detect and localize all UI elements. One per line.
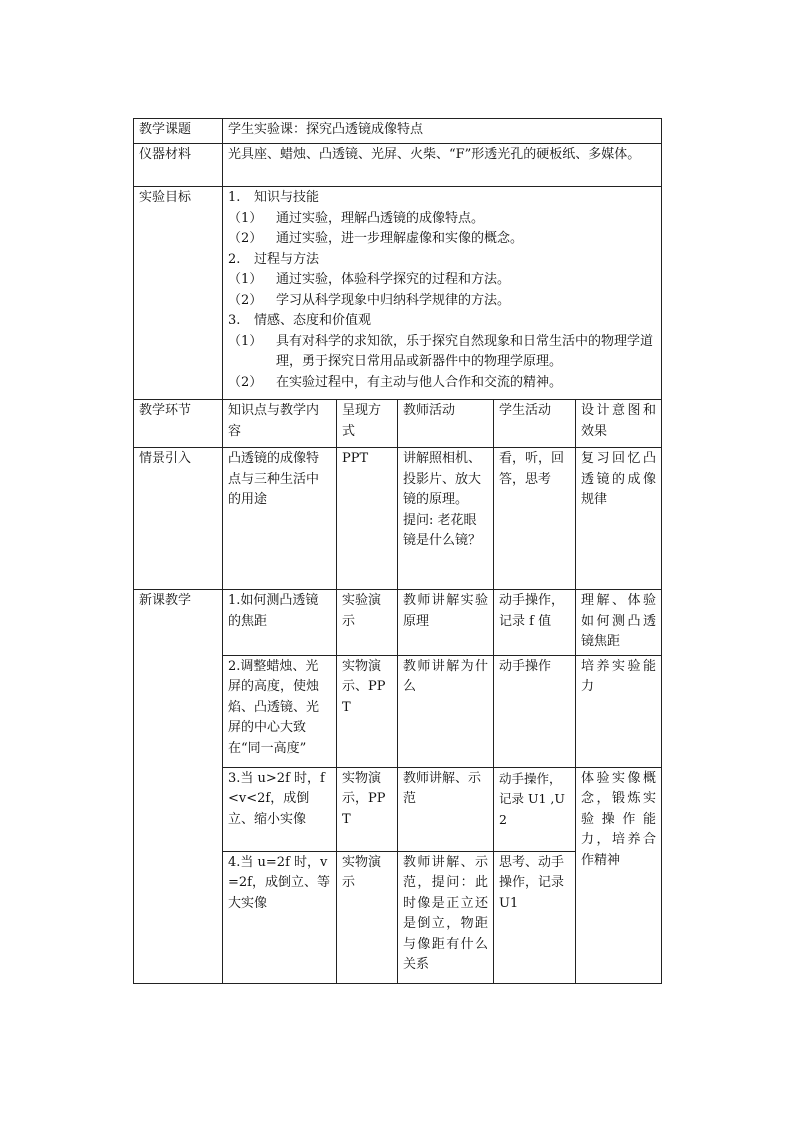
lesson-student: 动手操作，记录 U1 ,U2 (494, 767, 576, 851)
materials-label: 仪器材料 (134, 144, 223, 187)
goals-list (223, 187, 662, 400)
lesson-student: 动手操作 (494, 655, 576, 767)
goals-row (134, 187, 662, 400)
intro-design: 复习回忆凸透镜的成像规律 (576, 448, 662, 590)
lesson-teacher: 教师讲解、示范，提问：此时像是正立还是倒立，物距与像距有什么关系 (398, 851, 494, 983)
lesson-content: 1.如何测凸透镜的焦距 (223, 590, 337, 656)
lesson-mode: 实物演示，PPT (337, 767, 398, 851)
intro-row (134, 448, 662, 590)
goal-heading: 1. 知识与技能 (228, 190, 320, 205)
lesson-stage: 新课教学 (134, 590, 223, 984)
topic-label: 教学课题 (134, 119, 223, 144)
goal-item: （1） 通过实验，体验科学探究的过程和方法。 (228, 272, 511, 287)
goal-item: （2） 在实验过程中，有主动与他人合作和交流的精神。 (228, 374, 563, 390)
goals-label: 实验目标 (134, 187, 223, 400)
goal-item: （2） 通过实验，进一步理解虚像和实像的概念。 (228, 231, 524, 246)
lesson-teacher: 教师讲解、示范 (398, 767, 494, 851)
intro-mode: PPT (337, 448, 398, 590)
lesson-student: 动手操作，记录 f 值 (494, 590, 576, 656)
lesson-content: 2.调整蜡烛、光屏的高度，使烛焰、凸透镜、光屏的中心大致在“同一高度” (223, 655, 337, 767)
lesson-student: 思考、动手操作，记录 U1 (494, 851, 576, 983)
intro-teacher-question: 提问: 老花眼镜是什么镜？ (403, 512, 482, 548)
col-design: 设计意图和效果 (576, 400, 662, 448)
col-teacher: 教师活动 (398, 400, 494, 448)
materials-row (134, 144, 662, 187)
col-content: 知识点与教学内容 (223, 400, 337, 448)
intro-content: 凸透镜的成像特点与三种生活中的用途 (223, 448, 337, 590)
lesson-mode: 实验演示 (337, 590, 398, 656)
intro-teacher (398, 448, 494, 590)
col-stage: 教学环节 (134, 400, 223, 448)
lesson-mode: 实物演示、PPT (337, 655, 398, 767)
lesson-plan-sheet (133, 118, 661, 984)
goal-item: （2） 学习从科学现象中归纳科学规律的方法。 (228, 292, 511, 308)
lesson-content: 3.当 u>2f 时，f<v<2f，成倒立、缩小实像 (223, 767, 337, 851)
intro-student: 看，听，回答，思考 (494, 448, 576, 590)
goal-item: （1） 通过实验，理解凸透镜的成像特点。 (228, 210, 485, 226)
lesson-design: 培养实验能力 (576, 655, 662, 767)
lesson-design: 体验实像概念，锻炼实验操作能力，培养合作精神 (576, 767, 662, 983)
col-student: 学生活动 (494, 400, 576, 448)
column-header-row (134, 400, 662, 448)
lesson-mode: 实物演示 (337, 851, 398, 983)
materials-value: 光具座、蜡烛、凸透镜、光屏、火柴、“F”形透光孔的硬板纸、多媒体。 (223, 144, 662, 187)
lesson-teacher: 教师讲解为什么 (398, 655, 494, 767)
lesson-row (134, 590, 662, 656)
col-mode: 呈现方式 (337, 400, 398, 448)
lesson-content: 4.当 u=2f 时，v=2f，成倒立、等大实像 (223, 851, 337, 983)
lesson-design: 理解、体验如何测凸透镜焦距 (576, 590, 662, 656)
intro-teacher-explain: 讲解照相机、投影片、放大镜的原理。 (403, 451, 482, 507)
lesson-teacher: 教师讲解实验原理 (398, 590, 494, 656)
goal-heading: 3. 情感、态度和价值观 (228, 313, 372, 328)
topic-value: 学生实验课：探究凸透镜成像特点 (223, 119, 662, 144)
intro-stage: 情景引入 (134, 448, 223, 590)
goal-item: （1） 具有对科学的求知欲，乐于探究自然现象和日常生活中的物理学道理，勇于探究日常用品或新器件中的物理学原理。 (228, 333, 654, 369)
lesson-plan-table (133, 118, 662, 984)
goal-heading: 2. 过程与方法 (228, 251, 320, 267)
topic-row (134, 119, 662, 144)
